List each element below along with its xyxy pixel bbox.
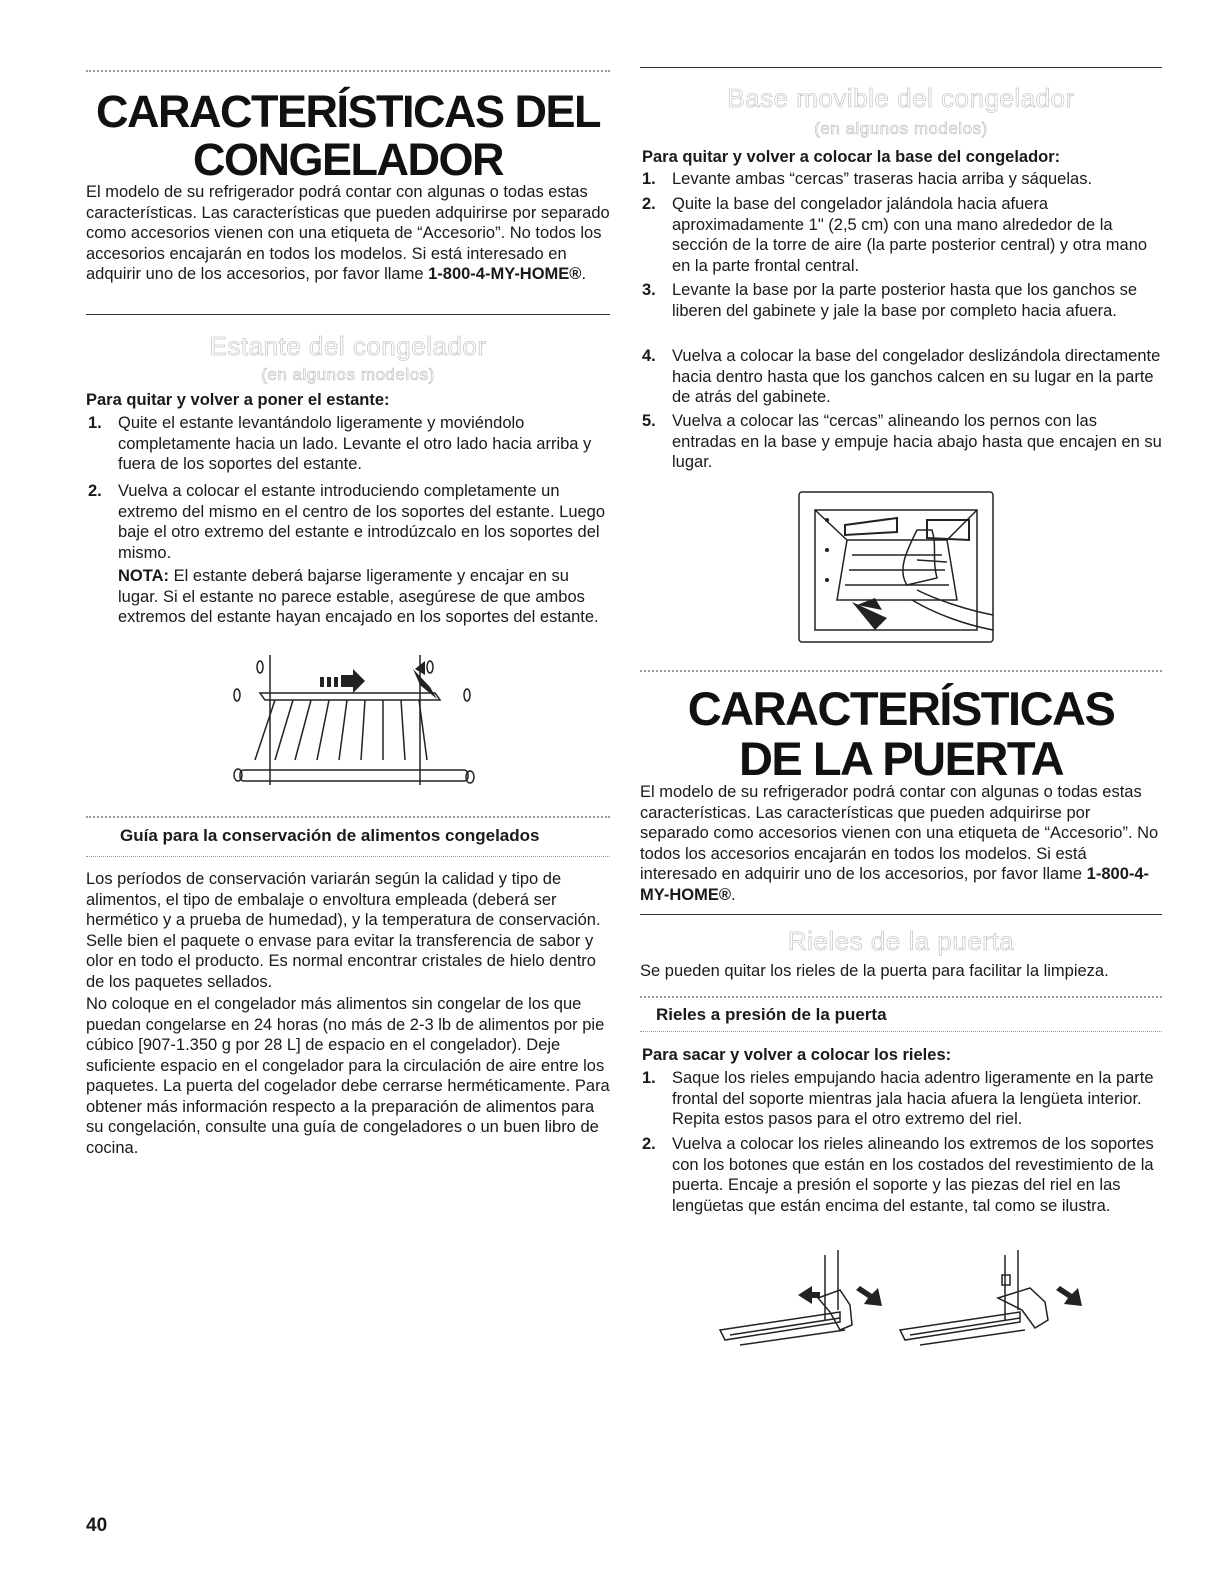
title-line-1: CARACTERÍSTICAS [687,682,1115,735]
press-rails-title: Rieles a presión de la puerta [656,1005,887,1024]
intro-text: El modelo de su refrigerador podrá contar con algunas o todas estas características. Las características que pueden adquirirse por separado como accesorios vienen con una etiqueta de “Accesorio”. No todos los accesorios encajarán en todos los modelos. Si está interesado en adquirir uno de los accesorios, por favor llame [640,783,1159,883]
base-heading: Para quitar y volver a colocar la base del congelador: [642,148,1061,166]
guide-title: Guía para la conservación de alimentos congelados [120,826,540,845]
step-number: 4. [642,347,656,365]
base-step-4 [642,346,1162,408]
step-number: 3. [642,281,656,299]
page-number: 40 [86,1515,108,1536]
step-number: 1. [642,1069,656,1087]
step-text: Quite el estante levantándolo ligeramente y moviéndolo completamente hacia un lado. Levante el otro lado hacia arriba y fuera de los soportes del estante. [118,414,592,473]
base-step-5 [642,411,1162,473]
shelf-section-subtitle: (en algunos modelos) [261,365,435,384]
step-text: Saque los rieles empujando hacia adentro ligeramente en la parte frontal del soporte mientras jala hacia afuera la lengüeta interior. Repita estos pasos para el otro extremo del riel. [672,1069,1154,1128]
shelf-illustration [225,655,485,795]
step-text: Vuelva a colocar el estante introduciendo completamente un extremo del mismo en el centro de los soportes del estante. Luego baje el otro extremo del estante e introdúzcalo en los soportes del mismo. [118,482,606,562]
step-text: Vuelva a colocar las “cercas” alineando los pernos con las entradas en la base y empuje hacia abajo hasta que encajen en su lugar. [672,412,1162,471]
press-step-1 [642,1068,1162,1130]
base-step-2 [642,194,1162,276]
guide-paragraph-2: No coloque en el congelador más alimentos sin congelar de los que puedan congelarse en 24 horas (no más de 2-3 lb de alimentos por pie cúbico [907-1.350 g por 28 L] de espacio en el congelador). Deje suficiente espacio en el congelador para la circulación de aire entre los paquetes. La puerta del cogelador debe cerrarse herméticamente. Para obtener más información respecto a la preparación de alimentos para su congelación, consulte una guía de congeladores o un buen libro de cocina. [86,995,610,1157]
step-number: 2. [88,482,102,500]
top-left-dotted-rule [86,70,610,72]
rails-text: Se pueden quitar los rieles de la puerta para facilitar la limpieza. [640,962,1109,980]
step-text: Levante la base por la parte posterior hasta que los ganchos se liberen del gabinete y jale la base por completo hacia afuera. [672,281,1138,320]
guide-bottom-rule [86,856,610,857]
base-section-title: Base movible del congelador [727,83,1075,113]
shelf-section-title: Estante del congelador [209,331,487,361]
step-text: Levante ambas “cercas” traseras hacia arriba y sáquelas. [672,170,1093,188]
freezer-intro [86,182,610,285]
note-text: El estante deberá bajarse ligeramente y encajar en su lugar. Si el estante no parece estable, asegúrese de que ambos extremos del estante hayan encajado en los soportes del estante. [118,567,599,626]
guide-top-rule [86,816,610,818]
phone-number: 1-800-4-MY-HOME® [428,265,582,283]
door-top-dotted-rule [640,670,1162,672]
step-number: 2. [642,195,656,213]
step-text: Vuelva a colocar la base del congelador deslizándola directamente hacia dentro hasta que los ganchos calcen en su lugar en la parte de atrás del gabinete. [672,347,1161,406]
press-top-rule [640,996,1162,998]
intro-text: El modelo de su refrigerador podrá contar con algunas o todas estas características. Las características que pueden adquirirse por separado como accesorios vienen con una etiqueta de “Accesorio”. No todos los accesorios encajarán en todos los modelos. Si está interesado en adquirir uno de los accesorios, por favor llame [86,183,610,283]
title-line-2: DE LA PUERTA [738,732,1064,785]
title-line-1: CARACTERÍSTICAS DEL [95,86,600,137]
top-right-rule [640,67,1162,68]
base-section-subtitle: (en algunos modelos) [814,119,988,138]
step-number: 1. [642,170,656,188]
phone-end: . [581,265,587,283]
press-heading: Para sacar y volver a colocar los rieles: [642,1046,952,1064]
shelf-step-1 [88,413,608,475]
step-text: Vuelva a colocar los rieles alineando los extremos de los soportes con los botones que están en los costados del revestimiento de la puerta. Encaje a presión el soporte y las piezas del riel en las lengüetas que están encima del estante, tal como se ilustra. [672,1135,1154,1215]
base-step-3 [642,280,1162,342]
phone-number: 1-800-4-MY-HOME® [640,865,1150,904]
shelf-heading: Para quitar y volver a poner el estante: [86,391,390,409]
section-rule [86,314,610,315]
door-features-title [640,684,1162,784]
freezer-base-illustration [797,490,997,650]
title-line-2: CONGELADOR [193,134,503,185]
door-rails-illustration [700,1250,1120,1370]
shelf-step-2 [88,481,610,565]
shelf-note [118,566,608,628]
guide-paragraph-1: Los períodos de conservación variarán según la calidad y tipo de alimentos, el tipo de embalaje o envoltura empleada (deberá ser hermético y a prueba de humedad), y la temperatura de conservación. Selle bien el paquete o envase para evitar la transferencia de sabor y olor en todo el producto. Es normal encontrar cristales de hielo dentro de los paquetes sellados. [86,870,601,991]
base-step-1 [642,169,1162,191]
rails-section-title: Rieles de la puerta [787,926,1015,956]
door-intro [640,782,1162,905]
step-text: Quite la base del congelador jalándola hacia afuera aproximadamente 1" (2,5 cm) con una mano alrededor de la sección de la torre de aire (la parte posterior central) y otra mano en la parte frontal central. [672,195,1148,275]
press-step-2 [642,1134,1162,1238]
step-number: 1. [88,414,102,432]
note-label: NOTA: [118,567,170,585]
phone-end: . [731,885,736,904]
freezer-features-title [86,88,610,184]
step-number: 2. [642,1135,656,1153]
step-number: 5. [642,412,656,430]
door-section-rule [640,914,1162,915]
press-bottom-rule [640,1031,1162,1032]
